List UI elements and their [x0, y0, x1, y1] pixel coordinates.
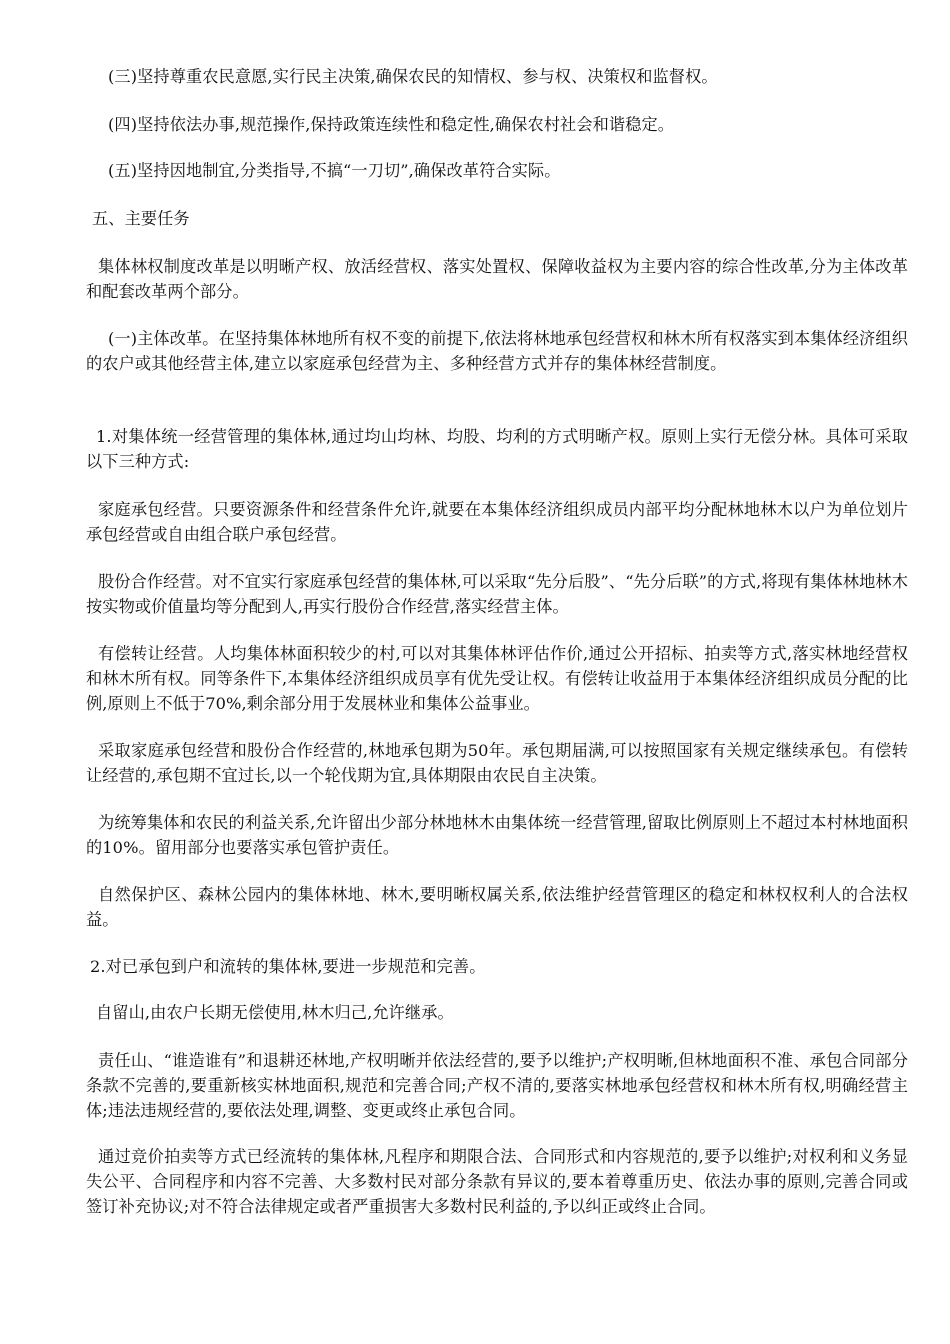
- paragraph-paid-transfer: 有偿转让经营。人均集体林面积较少的村,可以对其集体林评估作价,通过公开招标、拍卖等方式,落实林地经营权和林木所有权。同等条件下,本集体经济组织成员享有优先受让权。有偿转让收益用于本集体经济组织成员分配的比例,原则上不低于70%,剩余部分用于发展林业和集体公益事业。: [86, 644, 908, 713]
- paragraph-reform-overview: 集体林权制度改革是以明晰产权、放活经营权、落实处置权、保障收益权为主要内容的综合性改革,分为主体改革和配套改革两个部分。: [86, 257, 908, 301]
- paragraph-principle-3: (三)坚持尊重农民意愿,实行民主决策,确保农民的知情权、参与权、决策权和监督权。: [108, 67, 718, 86]
- paragraph-household-contract: 家庭承包经营。只要资源条件和经营条件允许,就要在本集体经济组织成员内部平均分配林地林木以户为单位划片承包经营或自由组合联户承包经营。: [86, 500, 908, 544]
- paragraph-nature-reserve: 自然保护区、森林公园内的集体林地、林木,要明晰权属关系,依法维护经营管理区的稳定和林权权利人的合法权益。: [86, 885, 908, 929]
- paragraph-transferred-forest: 通过竞价拍卖等方式已经流转的集体林,凡程序和期限合法、合同形式和内容规范的,要予以维护;对权利和义务显失公平、合同程序和内容不完善、大多数村民对部分条款有异议的,要本着尊重历史、依法办事的原则,完善合同或签订补充协议;对不符合法律规定或者严重损害大多数村民利益的,予以纠正或终止合同。: [86, 1147, 908, 1216]
- paragraph-item-2: 2.对已承包到户和流转的集体林,要进一步规范和完善。: [90, 957, 486, 976]
- section-heading-main-tasks: 五、主要任务: [92, 209, 190, 228]
- paragraph-share-cooperation: 股份合作经营。对不宜实行家庭承包经营的集体林,可以采取“先分后股”、“先分后联”的方式,将现有集体林地林木按实物或价值量均等分配到人,再实行股份合作经营,落实经营主体。: [86, 572, 908, 616]
- paragraph-responsibility-hill: 责任山、“谁造谁有”和退耕还林地,产权明晰并依法经营的,要予以维护;产权明晰,但林地面积不准、承包合同部分条款不完善的,要重新核实林地面积,规范和完善合同;产权不清的,要落实林地承包经营权和林木所有权,明确经营主体;违法违规经营的,要依法处理,调整、变更或终止承包合同。: [86, 1051, 908, 1120]
- paragraph-principle-5: (五)坚持因地制宜,分类指导,不搞“一刀切”,确保改革符合实际。: [108, 161, 561, 180]
- paragraph-main-reform: (一)主体改革。在坚持集体林地所有权不变的前提下,依法将林地承包经营权和林木所有权落实到本集体经济组织的农户或其他经营主体,建立以家庭承包经营为主、多种经营方式并存的集体林经营制度。: [86, 329, 908, 373]
- paragraph-reserved-forest: 为统筹集体和农民的利益关系,允许留出少部分林地林木由集体统一经营管理,留取比例原则上不超过本村林地面积的10%。留用部分也要落实承包管护责任。: [86, 813, 908, 857]
- paragraph-private-hill: 自留山,由农户长期无偿使用,林木归己,允许继承。: [96, 1003, 454, 1022]
- paragraph-item-1: 1.对集体统一经营管理的集体林,通过均山均林、均股、均利的方式明晰产权。原则上实行无偿分林。具体可采取以下三种方式:: [86, 427, 908, 471]
- paragraph-principle-4: (四)坚持依法办事,规范操作,保持政策连续性和稳定性,确保农村社会和谐稳定。: [108, 115, 675, 134]
- paragraph-contract-term: 采取家庭承包经营和股份合作经营的,林地承包期为50年。承包期届满,可以按照国家有关规定继续承包。有偿转让经营的,承包期不宜过长,以一个轮伐期为宜,具体期限由农民自主决策。: [86, 741, 908, 785]
